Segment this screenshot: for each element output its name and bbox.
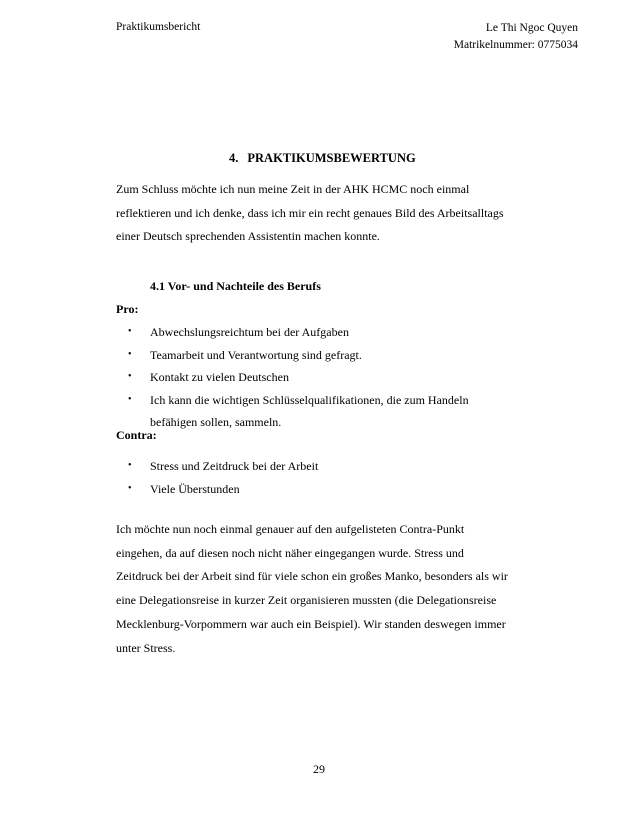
paragraph-line: unter Stress.: [116, 640, 176, 655]
section-heading: [229, 150, 416, 166]
list-item: [116, 455, 318, 478]
list-item-text: Ich kann die wichtigen Schlüsselqualifikationen, die zum Handeln: [150, 392, 469, 407]
list-item-text: Viele Überstunden: [150, 481, 240, 496]
paragraph-line: Mecklenburg-Vorpommern war auch ein Beispiel). Wir standen deswegen immer: [116, 616, 506, 631]
list-item: [116, 366, 469, 389]
bullet-icon: •: [128, 460, 132, 471]
bullet-icon: •: [128, 326, 132, 337]
paragraph-line: Ich möchte nun noch einmal genauer auf den aufgelisteten Contra-Punkt: [116, 522, 465, 536]
bullet-icon: •: [128, 482, 132, 494]
paragraph-line: einer Deutsch sprechenden Assistentin machen konnte.: [116, 229, 380, 244]
list-item-text: Abwechslungsreichtum bei der Aufgaben: [150, 325, 349, 339]
page-number: 29: [313, 762, 325, 776]
bullet-icon: •: [128, 348, 132, 360]
intro-paragraph: [116, 178, 546, 249]
list-item-text: Kontakt zu vielen Deutschen: [150, 370, 289, 385]
contra-label: Contra:: [116, 428, 157, 442]
list-item-text: Stress und Zeitdruck bei der Arbeit: [150, 459, 319, 473]
list-item: [116, 478, 318, 501]
section-number: 4.: [229, 151, 239, 165]
list-item: [116, 344, 469, 367]
matriculation-number: Matrikelnummer: 0775034: [453, 39, 578, 51]
pro-list: [116, 321, 469, 434]
section-title: PRAKTIKUMSBEWERTUNG: [247, 151, 416, 165]
list-item-text: befähigen sollen, sammeln.: [150, 415, 282, 430]
paragraph-line: eingehen, da auf diesen noch nicht näher eingegangen wurde. Stress und: [116, 545, 464, 560]
pro-label: Pro:: [116, 302, 139, 316]
paragraph-line: eine Delegationsreise in kurzer Zeit organisieren mussten (die Delegationsreise: [116, 593, 497, 608]
running-header-title: Praktikumsbericht: [116, 21, 201, 33]
paragraph-line: Zeitdruck bei der Arbeit sind für viele schon ein großes Manko, besonders als wir: [116, 569, 508, 584]
author-name: Le Thi Ngoc Quyen: [485, 22, 578, 34]
list-item-text: Teamarbeit und Verantwortung sind gefragt.: [150, 347, 362, 362]
bullet-icon: •: [128, 371, 132, 383]
running-header-author: [454, 20, 578, 54]
paragraph-line: reflektieren und ich denke, dass ich mir ein recht genaues Bild des Arbeitsalltags: [116, 205, 504, 220]
paragraph-line: Zum Schluss möchte ich nun meine Zeit in der AHK HCMC noch einmal: [116, 182, 470, 196]
bullet-icon: •: [128, 393, 132, 405]
contra-list: [116, 455, 318, 500]
list-item: [116, 321, 469, 344]
list-item: [116, 389, 469, 434]
closing-paragraph: [116, 518, 546, 660]
subsection-heading: 4.1 Vor- und Nachteile des Berufs: [150, 279, 321, 293]
